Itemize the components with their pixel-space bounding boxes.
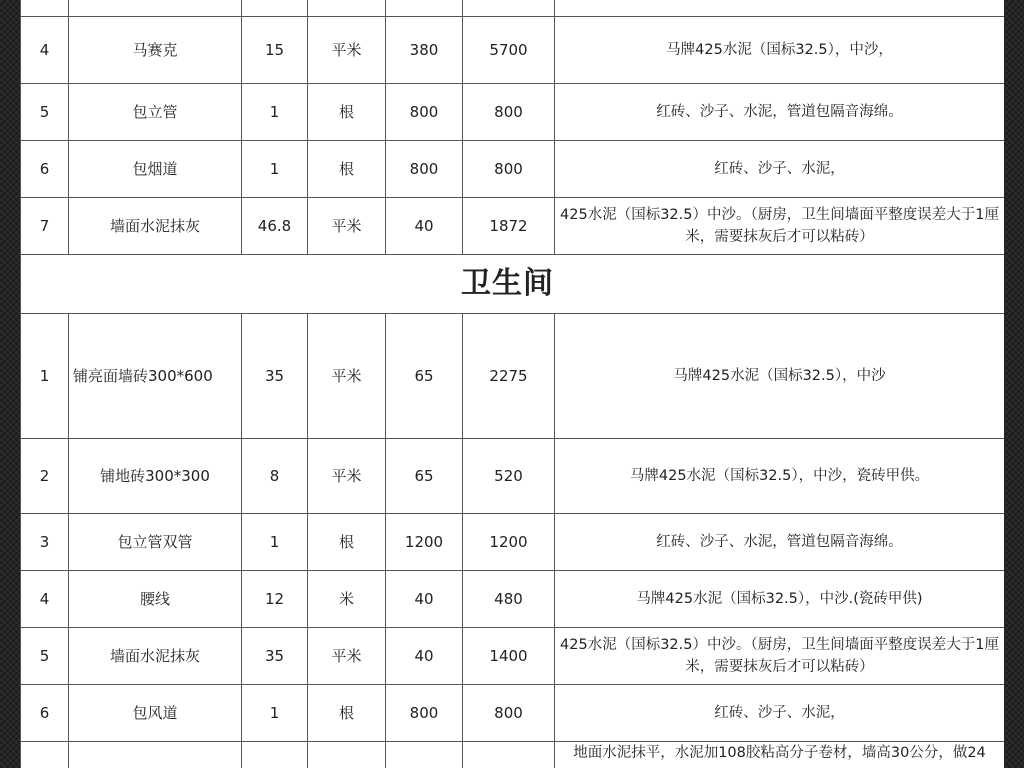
item-total: 1872 — [463, 198, 555, 255]
row-number: 2 — [21, 439, 69, 514]
row-number: 4 — [21, 17, 69, 84]
item-total: 480 — [463, 571, 555, 628]
table-row — [21, 84, 1005, 141]
table-row — [21, 198, 1005, 255]
item-unit — [308, 742, 386, 768]
item-quantity: 1 — [242, 685, 308, 742]
item-quantity: 1 — [242, 84, 308, 141]
item-total: 800 — [463, 141, 555, 198]
item-note: 425水泥（国标32.5）中沙。（厨房，卫生间墙面平整度误差大于1厘米，需要抹灰后才可以粘砖） — [555, 198, 1005, 255]
item-unit-price: 40 — [386, 571, 463, 628]
item-note: 425水泥（国标32.5）中沙。（厨房，卫生间墙面平整度误差大于1厘米，需要抹灰后才可以粘砖） — [555, 628, 1005, 685]
item-note: 地面水泥抹平，水泥加108胶粘高分子卷材，墙高30公分，做24 — [555, 742, 1005, 768]
item-unit-price: 65 — [386, 439, 463, 514]
item-name: 腰线 — [69, 571, 242, 628]
table-row-cut — [21, 0, 1005, 17]
item-total: 800 — [463, 685, 555, 742]
item-note: 红砖、沙子、水泥， — [555, 685, 1005, 742]
item-note: 红砖、沙子、水泥， — [555, 141, 1005, 198]
row-number: 1 — [21, 314, 69, 439]
item-unit: 平米 — [308, 439, 386, 514]
table-row-partial — [21, 742, 1005, 768]
item-name: 包立管 — [69, 84, 242, 141]
quote-sheet — [20, 0, 1004, 768]
row-number: 7 — [21, 198, 69, 255]
item-unit-price: 800 — [386, 685, 463, 742]
item-name: 铺亮面墙砖300*600 — [69, 314, 242, 439]
row-number: 4 — [21, 571, 69, 628]
item-total: 2275 — [463, 314, 555, 439]
table-row — [21, 628, 1005, 685]
table-row — [21, 685, 1005, 742]
item-total — [463, 742, 555, 768]
item-total: 1400 — [463, 628, 555, 685]
item-quantity: 46.8 — [242, 198, 308, 255]
item-total: 1200 — [463, 514, 555, 571]
item-note: 红砖、沙子、水泥，管道包隔音海绵。 — [555, 84, 1005, 141]
item-note: 马牌425水泥（国标32.5），中沙.(瓷砖甲供) — [555, 571, 1005, 628]
item-unit-price: 380 — [386, 17, 463, 84]
item-note: 马牌425水泥（国标32.5），中沙， — [555, 17, 1005, 84]
row-number: 5 — [21, 628, 69, 685]
item-quantity: 12 — [242, 571, 308, 628]
item-unit-price: 1200 — [386, 514, 463, 571]
section-title: 卫生间 — [21, 255, 1005, 314]
item-unit: 根 — [308, 514, 386, 571]
item-quantity: 8 — [242, 439, 308, 514]
item-name — [69, 742, 242, 768]
table-row — [21, 439, 1005, 514]
item-note: 红砖、沙子、水泥，管道包隔音海绵。 — [555, 514, 1005, 571]
row-number: 3 — [21, 514, 69, 571]
item-quantity: 35 — [242, 314, 308, 439]
item-quantity: 1 — [242, 141, 308, 198]
row-number: 5 — [21, 84, 69, 141]
item-unit-price — [386, 742, 463, 768]
row-number — [21, 742, 69, 768]
item-unit: 平米 — [308, 628, 386, 685]
item-name: 包立管双管 — [69, 514, 242, 571]
item-name: 墙面水泥抹灰 — [69, 628, 242, 685]
table-row — [21, 141, 1005, 198]
item-name: 马赛克 — [69, 17, 242, 84]
item-quantity: 35 — [242, 628, 308, 685]
item-unit-price: 65 — [386, 314, 463, 439]
item-note: 马牌425水泥（国标32.5），中沙，瓷砖甲供。 — [555, 439, 1005, 514]
item-name: 包烟道 — [69, 141, 242, 198]
item-quantity: 1 — [242, 514, 308, 571]
quote-table — [20, 0, 1004, 768]
item-total: 800 — [463, 84, 555, 141]
item-unit: 平米 — [308, 314, 386, 439]
item-unit-price: 800 — [386, 141, 463, 198]
item-total: 5700 — [463, 17, 555, 84]
item-quantity — [242, 742, 308, 768]
item-name: 包风道 — [69, 685, 242, 742]
item-unit-price: 40 — [386, 628, 463, 685]
item-unit: 平米 — [308, 198, 386, 255]
table-row — [21, 571, 1005, 628]
item-unit-price: 800 — [386, 84, 463, 141]
item-name: 墙面水泥抹灰 — [69, 198, 242, 255]
item-unit-price: 40 — [386, 198, 463, 255]
table-row — [21, 514, 1005, 571]
item-unit: 米 — [308, 571, 386, 628]
item-name: 铺地砖300*300 — [69, 439, 242, 514]
item-note: 马牌425水泥（国标32.5），中沙 — [555, 314, 1005, 439]
row-number: 6 — [21, 141, 69, 198]
table-row — [21, 314, 1005, 439]
quote-table-body — [21, 0, 1005, 768]
item-unit: 根 — [308, 141, 386, 198]
item-unit: 平米 — [308, 17, 386, 84]
row-number: 6 — [21, 685, 69, 742]
item-total: 520 — [463, 439, 555, 514]
section-header-row — [21, 255, 1005, 314]
item-unit: 根 — [308, 84, 386, 141]
item-quantity: 15 — [242, 17, 308, 84]
table-row — [21, 17, 1005, 84]
item-unit: 根 — [308, 685, 386, 742]
